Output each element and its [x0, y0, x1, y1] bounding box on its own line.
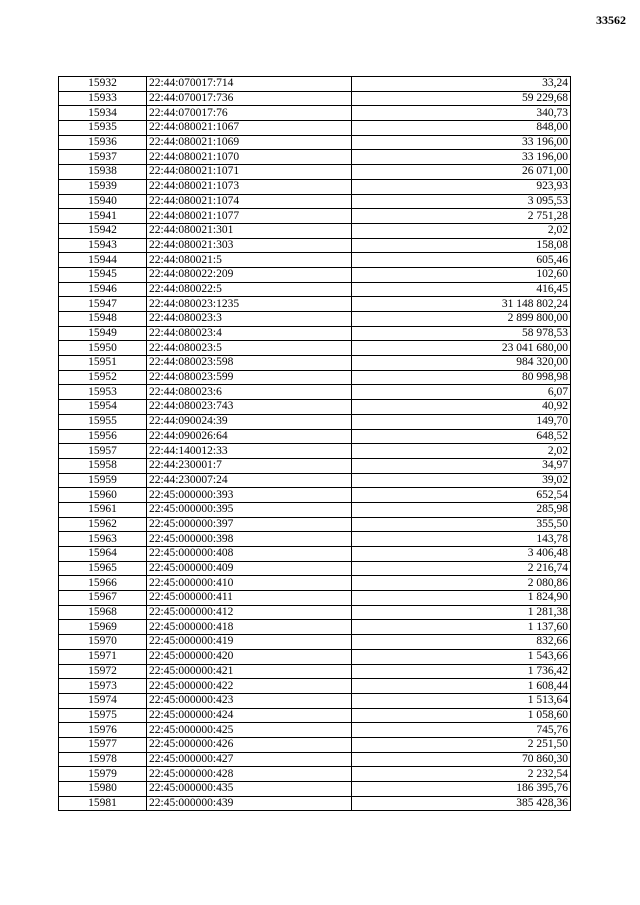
value-cell: 2 751,28 [352, 209, 571, 224]
cadastral-number-cell: 22:45:000000:435 [147, 782, 352, 797]
row-number-cell: 15953 [59, 385, 147, 400]
cadastral-number-cell: 22:44:080021:303 [147, 238, 352, 253]
row-number-cell: 15971 [59, 649, 147, 664]
value-cell: 652,54 [352, 488, 571, 503]
value-cell: 1 543,66 [352, 649, 571, 664]
value-cell: 984 320,00 [352, 356, 571, 371]
value-cell: 2 216,74 [352, 561, 571, 576]
table-row [59, 253, 571, 268]
table-row [59, 679, 571, 694]
table-row [59, 591, 571, 606]
table-row [59, 238, 571, 253]
row-number-cell: 15936 [59, 135, 147, 150]
table-row [59, 91, 571, 106]
table-row [59, 664, 571, 679]
table-row [59, 429, 571, 444]
value-cell: 80 998,98 [352, 370, 571, 385]
row-number-cell: 15978 [59, 752, 147, 767]
table-row [59, 356, 571, 371]
cadastral-number-cell: 22:44:230001:7 [147, 458, 352, 473]
cadastral-number-cell: 22:45:000000:408 [147, 547, 352, 562]
cadastral-number-cell: 22:44:080021:1073 [147, 179, 352, 194]
value-cell: 186 395,76 [352, 782, 571, 797]
cadastral-number-cell: 22:45:000000:397 [147, 517, 352, 532]
cadastral-number-cell: 22:45:000000:428 [147, 767, 352, 782]
cadastral-number-cell: 22:44:080021:1074 [147, 194, 352, 209]
value-cell: 416,45 [352, 282, 571, 297]
row-number-cell: 15950 [59, 341, 147, 356]
row-number-cell: 15944 [59, 253, 147, 268]
cadastral-number-cell: 22:44:080023:599 [147, 370, 352, 385]
row-number-cell: 15966 [59, 576, 147, 591]
table-row [59, 576, 571, 591]
table-row [59, 312, 571, 327]
cadastral-number-cell: 22:44:090024:39 [147, 414, 352, 429]
row-number-cell: 15970 [59, 635, 147, 650]
table-row [59, 370, 571, 385]
value-cell: 3 095,53 [352, 194, 571, 209]
row-number-cell: 15940 [59, 194, 147, 209]
table-row [59, 385, 571, 400]
row-number-cell: 15967 [59, 591, 147, 606]
row-number-cell: 15962 [59, 517, 147, 532]
table-row [59, 635, 571, 650]
page-number: 33562 [596, 13, 626, 27]
table-row [59, 561, 571, 576]
table-row [59, 106, 571, 121]
cadastral-number-cell: 22:45:000000:398 [147, 532, 352, 547]
cadastral-number-cell: 22:44:080023:3 [147, 312, 352, 327]
value-cell: 3 406,48 [352, 547, 571, 562]
value-cell: 1 736,42 [352, 664, 571, 679]
value-cell: 59 229,68 [352, 91, 571, 106]
row-number-cell: 15939 [59, 179, 147, 194]
value-cell: 2,02 [352, 223, 571, 238]
cadastral-number-cell: 22:44:080021:1067 [147, 121, 352, 136]
cadastral-number-cell: 22:45:000000:409 [147, 561, 352, 576]
table-row [59, 605, 571, 620]
value-cell: 33 196,00 [352, 135, 571, 150]
value-cell: 34,97 [352, 458, 571, 473]
row-number-cell: 15937 [59, 150, 147, 165]
table-row [59, 752, 571, 767]
value-cell: 1 824,90 [352, 591, 571, 606]
row-number-cell: 15977 [59, 737, 147, 752]
row-number-cell: 15973 [59, 679, 147, 694]
cadastral-number-cell: 22:44:080023:5 [147, 341, 352, 356]
cadastral-number-cell: 22:45:000000:412 [147, 605, 352, 620]
table-row [59, 547, 571, 562]
cadastral-number-cell: 22:45:000000:421 [147, 664, 352, 679]
row-number-cell: 15949 [59, 326, 147, 341]
value-cell: 149,70 [352, 414, 571, 429]
value-cell: 31 148 802,24 [352, 297, 571, 312]
value-cell: 2 080,86 [352, 576, 571, 591]
cadastral-number-cell: 22:45:000000:426 [147, 737, 352, 752]
table-row [59, 620, 571, 635]
row-number-cell: 15972 [59, 664, 147, 679]
value-cell: 102,60 [352, 267, 571, 282]
row-number-cell: 15980 [59, 782, 147, 797]
table-row [59, 737, 571, 752]
cadastral-number-cell: 22:45:000000:418 [147, 620, 352, 635]
value-cell: 2,02 [352, 444, 571, 459]
table-row [59, 194, 571, 209]
row-number-cell: 15943 [59, 238, 147, 253]
row-number-cell: 15942 [59, 223, 147, 238]
table-row [59, 767, 571, 782]
value-cell: 26 071,00 [352, 165, 571, 180]
table-body [59, 77, 571, 811]
row-number-cell: 15947 [59, 297, 147, 312]
cadastral-number-cell: 22:45:000000:424 [147, 708, 352, 723]
row-number-cell: 15945 [59, 267, 147, 282]
row-number-cell: 15965 [59, 561, 147, 576]
cadastral-number-cell: 22:44:080023:6 [147, 385, 352, 400]
cadastral-number-cell: 22:44:070017:76 [147, 106, 352, 121]
row-number-cell: 15952 [59, 370, 147, 385]
value-cell: 2 899 800,00 [352, 312, 571, 327]
row-number-cell: 15934 [59, 106, 147, 121]
value-cell: 40,92 [352, 400, 571, 415]
row-number-cell: 15957 [59, 444, 147, 459]
table-row [59, 708, 571, 723]
value-cell: 23 041 680,00 [352, 341, 571, 356]
cadastral-number-cell: 22:45:000000:395 [147, 502, 352, 517]
cadastral-number-cell: 22:45:000000:425 [147, 723, 352, 738]
cadastral-number-cell: 22:44:080023:598 [147, 356, 352, 371]
cadastral-number-cell: 22:45:000000:427 [147, 752, 352, 767]
row-number-cell: 15938 [59, 165, 147, 180]
cadastral-number-cell: 22:45:000000:439 [147, 796, 352, 811]
table-row [59, 723, 571, 738]
cadastral-number-cell: 22:45:000000:411 [147, 591, 352, 606]
row-number-cell: 15955 [59, 414, 147, 429]
table-row [59, 326, 571, 341]
cadastral-number-cell: 22:44:140012:33 [147, 444, 352, 459]
row-number-cell: 15958 [59, 458, 147, 473]
row-number-cell: 15951 [59, 356, 147, 371]
cadastral-number-cell: 22:44:230007:24 [147, 473, 352, 488]
value-cell: 285,98 [352, 502, 571, 517]
row-number-cell: 15960 [59, 488, 147, 503]
row-number-cell: 15961 [59, 502, 147, 517]
value-cell: 39,02 [352, 473, 571, 488]
cadastral-number-cell: 22:44:070017:714 [147, 77, 352, 92]
table-row [59, 223, 571, 238]
value-cell: 1 137,60 [352, 620, 571, 635]
value-cell: 33,24 [352, 77, 571, 92]
table-row [59, 121, 571, 136]
table-row [59, 400, 571, 415]
cadastral-number-cell: 22:44:080022:209 [147, 267, 352, 282]
table-row [59, 649, 571, 664]
table-row [59, 473, 571, 488]
table-row [59, 693, 571, 708]
row-number-cell: 15941 [59, 209, 147, 224]
table-row [59, 502, 571, 517]
cadastral-number-cell: 22:44:080023:4 [147, 326, 352, 341]
row-number-cell: 15932 [59, 77, 147, 92]
value-cell: 385 428,36 [352, 796, 571, 811]
row-number-cell: 15976 [59, 723, 147, 738]
value-cell: 58 978,53 [352, 326, 571, 341]
value-cell: 6,07 [352, 385, 571, 400]
table-row [59, 165, 571, 180]
cadastral-number-cell: 22:45:000000:420 [147, 649, 352, 664]
cadastral-number-cell: 22:44:080021:1077 [147, 209, 352, 224]
value-cell: 1 058,60 [352, 708, 571, 723]
value-cell: 143,78 [352, 532, 571, 547]
row-number-cell: 15959 [59, 473, 147, 488]
row-number-cell: 15974 [59, 693, 147, 708]
value-cell: 745,76 [352, 723, 571, 738]
row-number-cell: 15969 [59, 620, 147, 635]
cadastral-number-cell: 22:44:090026:64 [147, 429, 352, 444]
row-number-cell: 15968 [59, 605, 147, 620]
value-cell: 158,08 [352, 238, 571, 253]
value-cell: 648,52 [352, 429, 571, 444]
value-cell: 832,66 [352, 635, 571, 650]
value-cell: 355,50 [352, 517, 571, 532]
table-row [59, 488, 571, 503]
cadastral-number-cell: 22:44:080023:743 [147, 400, 352, 415]
table-row [59, 179, 571, 194]
row-number-cell: 15975 [59, 708, 147, 723]
value-cell: 1 281,38 [352, 605, 571, 620]
row-number-cell: 15935 [59, 121, 147, 136]
row-number-cell: 15933 [59, 91, 147, 106]
table-row [59, 135, 571, 150]
cadastral-number-cell: 22:45:000000:393 [147, 488, 352, 503]
cadastral-number-cell: 22:45:000000:419 [147, 635, 352, 650]
value-cell: 2 232,54 [352, 767, 571, 782]
table-row [59, 532, 571, 547]
table-row [59, 782, 571, 797]
row-number-cell: 15964 [59, 547, 147, 562]
cadastral-number-cell: 22:44:080022:5 [147, 282, 352, 297]
value-cell: 33 196,00 [352, 150, 571, 165]
table-row [59, 267, 571, 282]
value-cell: 605,46 [352, 253, 571, 268]
cadastral-number-cell: 22:44:080021:301 [147, 223, 352, 238]
cadastral-number-cell: 22:44:080023:1235 [147, 297, 352, 312]
table-row [59, 796, 571, 811]
table-row [59, 297, 571, 312]
table-row [59, 341, 571, 356]
cadastral-number-cell: 22:44:080021:5 [147, 253, 352, 268]
table-row [59, 282, 571, 297]
table-row [59, 77, 571, 92]
value-cell: 923,93 [352, 179, 571, 194]
row-number-cell: 15946 [59, 282, 147, 297]
row-number-cell: 15956 [59, 429, 147, 444]
table-row [59, 209, 571, 224]
row-number-cell: 15963 [59, 532, 147, 547]
table-row [59, 458, 571, 473]
table-row [59, 150, 571, 165]
value-cell: 1 608,44 [352, 679, 571, 694]
value-cell: 70 860,30 [352, 752, 571, 767]
cadastral-number-cell: 22:44:080021:1070 [147, 150, 352, 165]
table-row [59, 444, 571, 459]
cadastral-value-table [58, 76, 571, 811]
cadastral-number-cell: 22:44:080021:1071 [147, 165, 352, 180]
row-number-cell: 15948 [59, 312, 147, 327]
cadastral-number-cell: 22:45:000000:423 [147, 693, 352, 708]
value-cell: 1 513,64 [352, 693, 571, 708]
row-number-cell: 15979 [59, 767, 147, 782]
cadastral-number-cell: 22:44:080021:1069 [147, 135, 352, 150]
value-cell: 848,00 [352, 121, 571, 136]
row-number-cell: 15981 [59, 796, 147, 811]
table-row [59, 517, 571, 532]
value-cell: 2 251,50 [352, 737, 571, 752]
value-cell: 340,73 [352, 106, 571, 121]
cadastral-number-cell: 22:45:000000:410 [147, 576, 352, 591]
cadastral-number-cell: 22:44:070017:736 [147, 91, 352, 106]
cadastral-number-cell: 22:45:000000:422 [147, 679, 352, 694]
row-number-cell: 15954 [59, 400, 147, 415]
table-row [59, 414, 571, 429]
